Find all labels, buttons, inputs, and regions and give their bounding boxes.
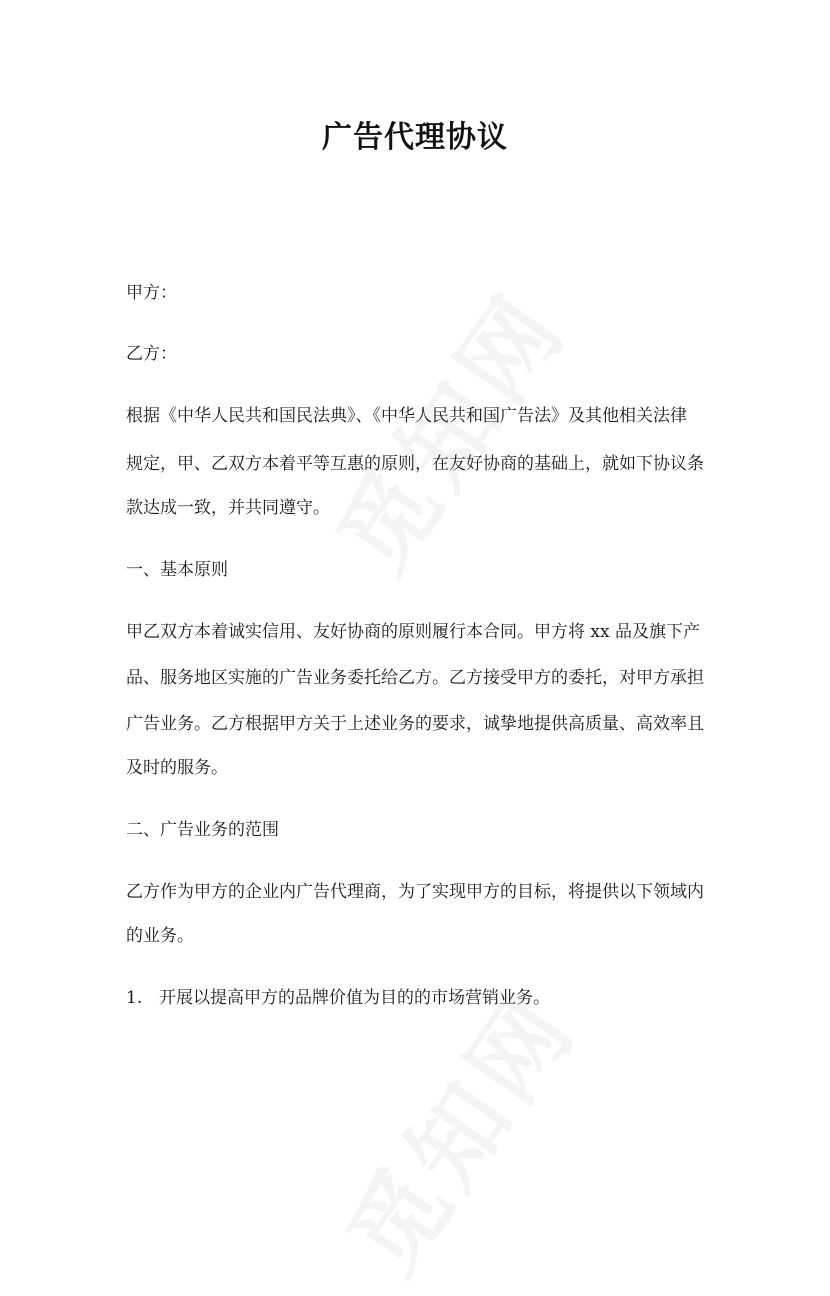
intro-line: 款达成一致，并共同遵守。 [126, 498, 330, 518]
paragraph-line: 及时的服务。 [126, 758, 228, 778]
watermark-text [327, 973, 598, 1293]
section-heading-principles: 一、基本原则 [126, 560, 228, 580]
paragraph-line: 品、服务地区实施的广告业务委托给乙方。乙方接受甲方的委托，对甲方承担 [126, 668, 704, 688]
party-a-label: 甲方： [126, 283, 177, 303]
watermark-text [317, 273, 588, 593]
list-item [126, 984, 550, 1012]
intro-line: 规定，甲、乙双方本着平等互惠的原则，在友好协商的基础上，就如下协议条 [126, 454, 704, 474]
paragraph-line: 乙方作为甲方的企业内广告代理商，为了实现甲方的目标，将提供以下领域内 [126, 882, 704, 902]
section-heading-scope: 二、广告业务的范围 [126, 820, 279, 840]
paragraph-line: 的业务。 [126, 926, 194, 946]
party-b-label: 乙方： [126, 344, 177, 364]
paragraph-line: 广告业务。乙方根据甲方关于上述业务的要求，诚挚地提供高质量、高效率且 [126, 714, 704, 734]
list-item-text: 开展以提高甲方的品牌价值为目的的市场营销业务。 [159, 988, 550, 1008]
document-title: 广告代理协议 [322, 120, 508, 155]
paragraph-line: 甲乙双方本着诚实信用、友好协商的原则履行本合同。甲方将 xx 品及旗下产 [126, 622, 700, 642]
intro-line: 根据《中华人民共和国民法典》、《中华人民共和国广告法》及其他相关法律 [126, 406, 687, 426]
list-item-number: 1. [126, 988, 143, 1008]
